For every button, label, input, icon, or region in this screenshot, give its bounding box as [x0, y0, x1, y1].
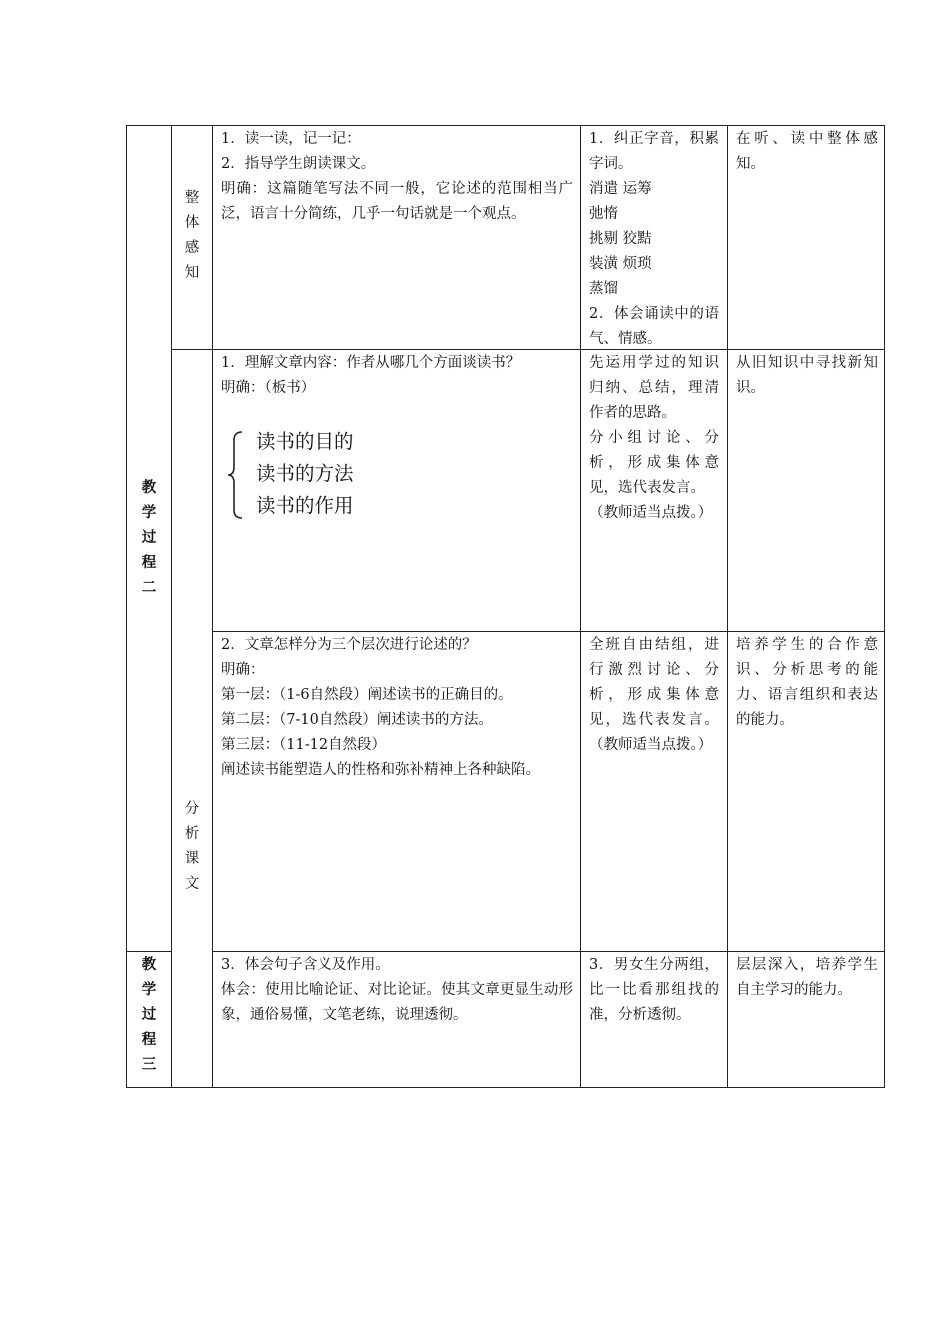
table-border-left [126, 125, 127, 1088]
row2-content [221, 351, 573, 401]
row4-content [221, 953, 573, 1028]
col-divider-3 [580, 125, 581, 1088]
col-divider-2 [212, 125, 213, 1088]
board-notes [226, 426, 354, 522]
text-line: 分小组讨论、分析，形成集体意见，选代表发言。 [589, 430, 719, 496]
row3-intent: 培养学生的合作意识、分析思考的能力、语言组织和表达的能力。 [736, 637, 878, 728]
text-line: 弛惰 [589, 206, 618, 222]
text-line: 2．体会诵读中的语气、情感。 [589, 306, 719, 347]
col-divider-4 [727, 125, 728, 1088]
text-line: 挑剔 狡黠 [589, 231, 652, 247]
text-line: 第一层：（1-6自然段）阐述读书的正确目的。 [221, 687, 513, 703]
text-line: 体会：使用比喻论证、对比论证。使其文章更显生动形象，通俗易懂，文笔老练，说理透彻。 [221, 982, 573, 1023]
row1-activity [589, 127, 719, 352]
row2-intent: 从旧知识中寻找新知识。 [736, 355, 878, 396]
row2-activity [589, 351, 719, 526]
section-label-process-3: 教 学 过 程 三 [141, 956, 157, 1073]
text-line: 1．理解文章内容：作者从哪几个方面谈读书？ [221, 355, 521, 371]
section-label-process-2: 教 学 过 程 二 [141, 479, 157, 596]
row4-activity: 3．男女生分两组，比一比看那组找的准，分析透彻。 [589, 957, 719, 1023]
text-line: 消遣 运筹 [589, 181, 652, 197]
text-line: 蒸馏 [589, 281, 618, 297]
table-border-top [126, 125, 885, 126]
text-line: 3．体会句子含义及作用。 [221, 957, 390, 973]
text-line: 2．指导学生朗读课文。 [221, 156, 376, 172]
text-line: 1．纠正字音，积累字词。 [589, 131, 719, 172]
row3-activity: 全班自由结组，进行激烈讨论、分析，形成集体意见，选代表发言。（教师适当点拨。） [589, 637, 719, 753]
text-line: 第二层：（7-10自然段）阐述读书的方法。 [221, 712, 493, 728]
board-item: 读书的目的 [256, 430, 354, 453]
stage-label-overall: 整 体 感 知 [184, 190, 200, 281]
text-line: 2．文章怎样分为三个层次进行论述的？ [221, 637, 477, 653]
curly-brace-icon [226, 430, 248, 520]
row-divider-1 [171, 349, 885, 350]
text-line: 阐述读书能塑造人的性格和弥补精神上各种缺陷。 [221, 762, 540, 778]
text-line: 装潢 烦琐 [589, 256, 652, 272]
row-divider-2 [212, 631, 885, 632]
board-item: 读书的方法 [256, 462, 354, 485]
board-item: 读书的作用 [256, 494, 354, 517]
text-line: 明确：这篇随笔写法不同一般，它论述的范围相当广泛，语言十分简练，几乎一句话就是一个观点。 [221, 181, 573, 222]
table-border-right [884, 125, 885, 1088]
table-border-bottom [126, 1087, 885, 1088]
text-line: （教师适当点拨。） [589, 505, 713, 521]
row1-content [221, 127, 573, 227]
row-divider-3b [212, 951, 885, 952]
text-line: 1．读一读，记一记： [221, 131, 361, 147]
row1-intent: 在听、读中整体感知。 [736, 131, 878, 172]
text-line: 明确： [221, 662, 265, 678]
stage-label-analysis: 分 析 课 文 [184, 801, 200, 892]
text-line: 第三层：（11-12自然段） [221, 737, 387, 753]
row3-content [221, 633, 575, 783]
text-line: 先运用学过的知识归纳、总结，理清作者的思路。 [589, 355, 719, 421]
row4-intent: 层层深入，培养学生自主学习的能力。 [736, 957, 878, 998]
text-line: 明确：（板书） [221, 380, 316, 396]
